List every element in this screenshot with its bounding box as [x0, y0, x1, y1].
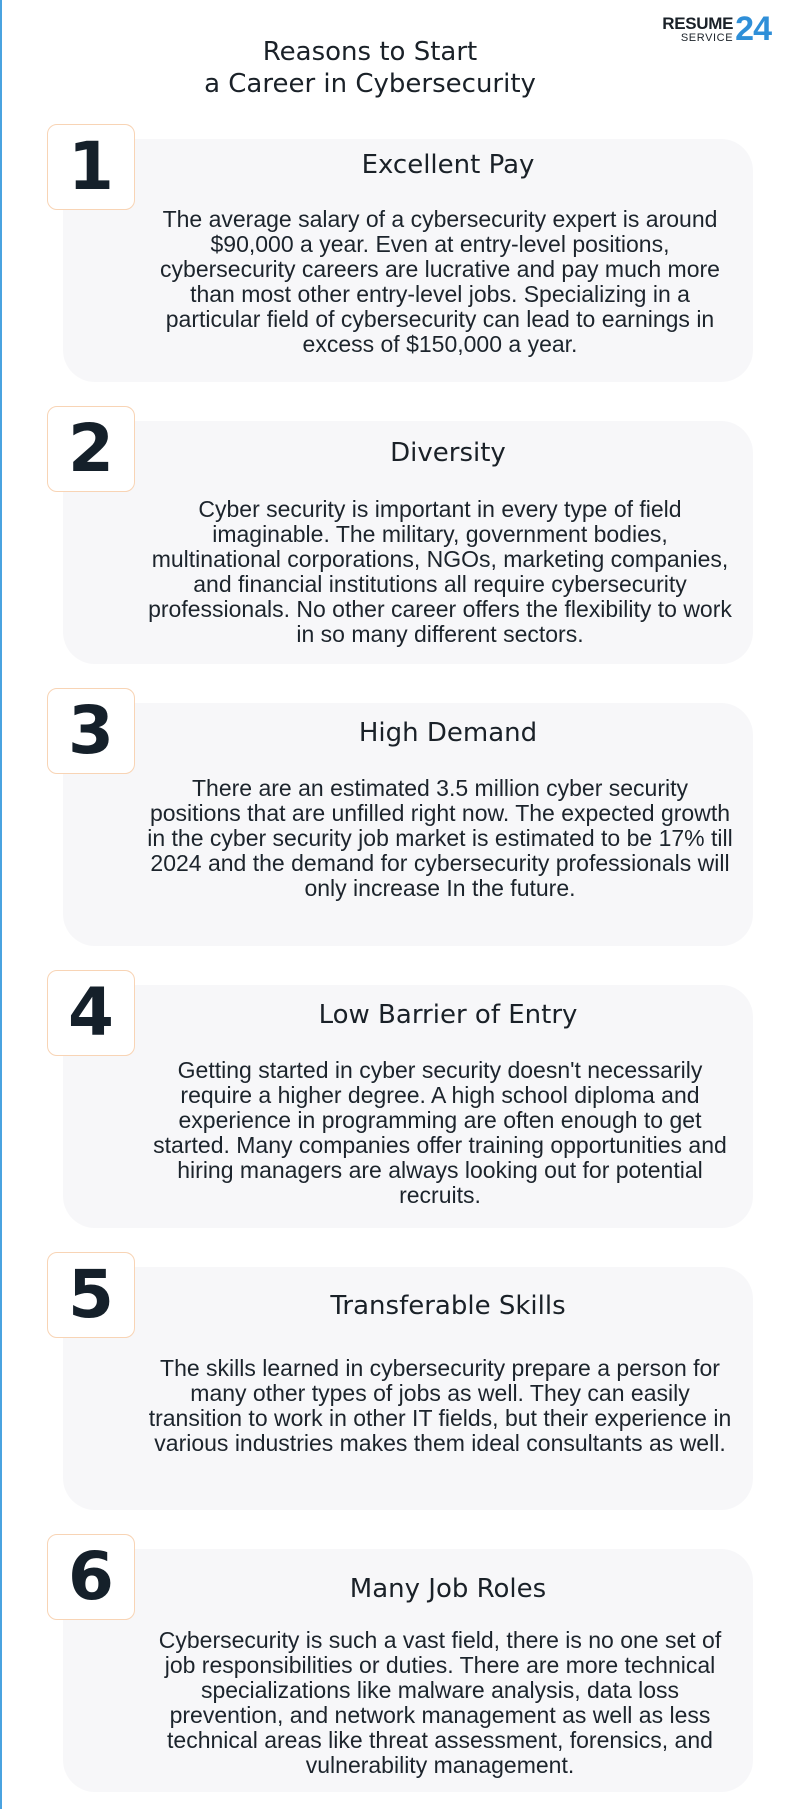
reason-text-5: The skills learned in cybersecurity prepare a person for many other types of jobs as well. They can easily transition to work in other IT fields, but their experience in various industries makes them ideal consultants as well. [148, 1355, 732, 1456]
reason-number-badge-3: 3 [47, 688, 135, 774]
reason-text-6: Cybersecurity is such a vast field, there is no one set of job responsibilities or duties. There are more technical specializations like malware analysis, data loss prevention, and network management as well as less technical areas like threat assessment, forensics, and vulnerability management. [158, 1627, 722, 1778]
reason-number-badge-1: 1 [47, 124, 135, 210]
page-title-line2: a Career in Cybersecurity [204, 69, 536, 99]
left-border [0, 0, 2, 1809]
page-title-line1: Reasons to Start [262, 37, 478, 67]
logo-service: SERVICE [680, 31, 734, 44]
reason-heading-4: Low Barrier of Entry [318, 1000, 578, 1030]
reason-text-3: There are an estimated 3.5 million cyber security positions that are unfilled right now. The expected growth in the cyber security job market is estimated to be 17% till 2024 and the demand for cybersecurity professionals will only increase In the future. [147, 775, 733, 901]
reason-number-badge-2: 2 [47, 406, 135, 492]
reason-heading-3: High Demand [358, 718, 538, 748]
logo-resume: RESUME [662, 13, 734, 33]
page-title [0, 36, 740, 100]
reason-heading-2: Diversity [390, 438, 506, 468]
logo-number: 24 [735, 10, 771, 48]
reason-text-1: The average salary of a cybersecurity expert is around $90,000 a year. Even at entry-level positions, cybersecurity careers are lucrative and pay much more than most other entry-level jobs. Specializing in a particular field of cybersecurity can lead to earnings in excess of $150,000 a year. [160, 206, 720, 357]
reason-text-2: Cyber security is important in every type of field imaginable. The military, government bodies, multinational corporations, NGOs, marketing companies, and financial institutions all require cybersecurity professionals. No other career offers the flexibility to work in so many different sectors. [148, 496, 732, 647]
reason-number-badge-5: 5 [47, 1252, 135, 1338]
reason-number-badge-4: 4 [47, 970, 135, 1056]
reason-heading-5: Transferable Skills [330, 1291, 566, 1321]
reason-heading-1: Excellent Pay [361, 150, 535, 180]
reason-number-badge-6: 6 [47, 1534, 135, 1620]
reason-heading-6: Many Job Roles [349, 1574, 547, 1604]
reason-text-4: Getting started in cyber security doesn't necessarily require a higher degree. A high school diploma and experience in programming are often enough to get started. Many companies offer training opportunities and hiring managers are always looking out for potential recruits. [153, 1057, 727, 1208]
